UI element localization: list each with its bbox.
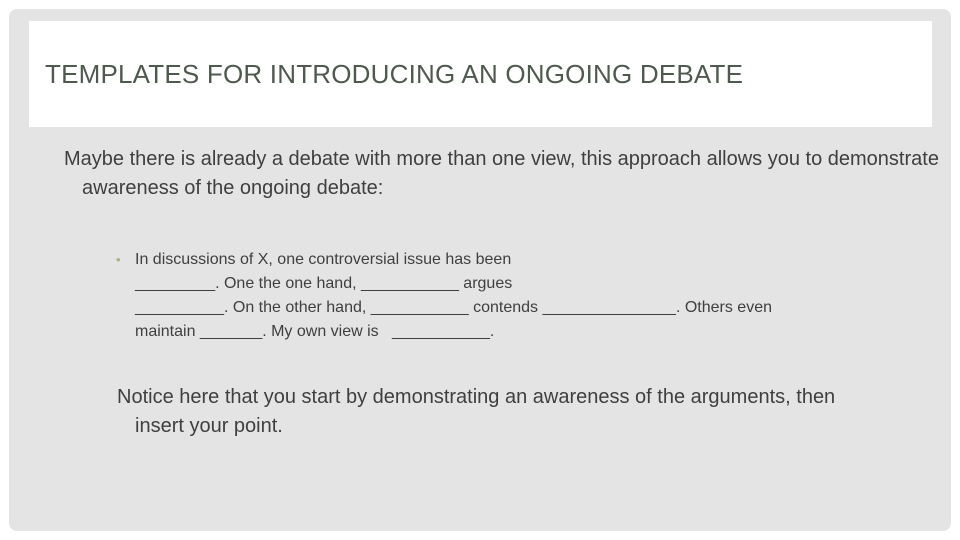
- slide-title: TEMPLATES FOR INTRODUCING AN ONGOING DEBATE: [45, 59, 744, 89]
- bullet-line: In discussions of X, one controversial issue has been: [135, 251, 512, 268]
- bullet-line: __________. On the other hand, ___________ contends _______________. Others even: [135, 299, 772, 316]
- template-bullet: [116, 248, 856, 344]
- slide: [9, 9, 951, 531]
- intro-paragraph: Maybe there is already a debate with more than one view, this approach allows you to demonstrate awareness of the ongoing debate:: [64, 148, 939, 199]
- bullet-line: maintain _______. My own view is ___________.: [135, 323, 495, 340]
- bullet-marker: •: [116, 252, 121, 267]
- bullet-text: [116, 248, 856, 344]
- notice-paragraph: Notice here that you start by demonstrating an awareness of the arguments, then insert your point.: [117, 386, 836, 437]
- bullet-line: _________. One the one hand, ___________ argues: [135, 275, 513, 292]
